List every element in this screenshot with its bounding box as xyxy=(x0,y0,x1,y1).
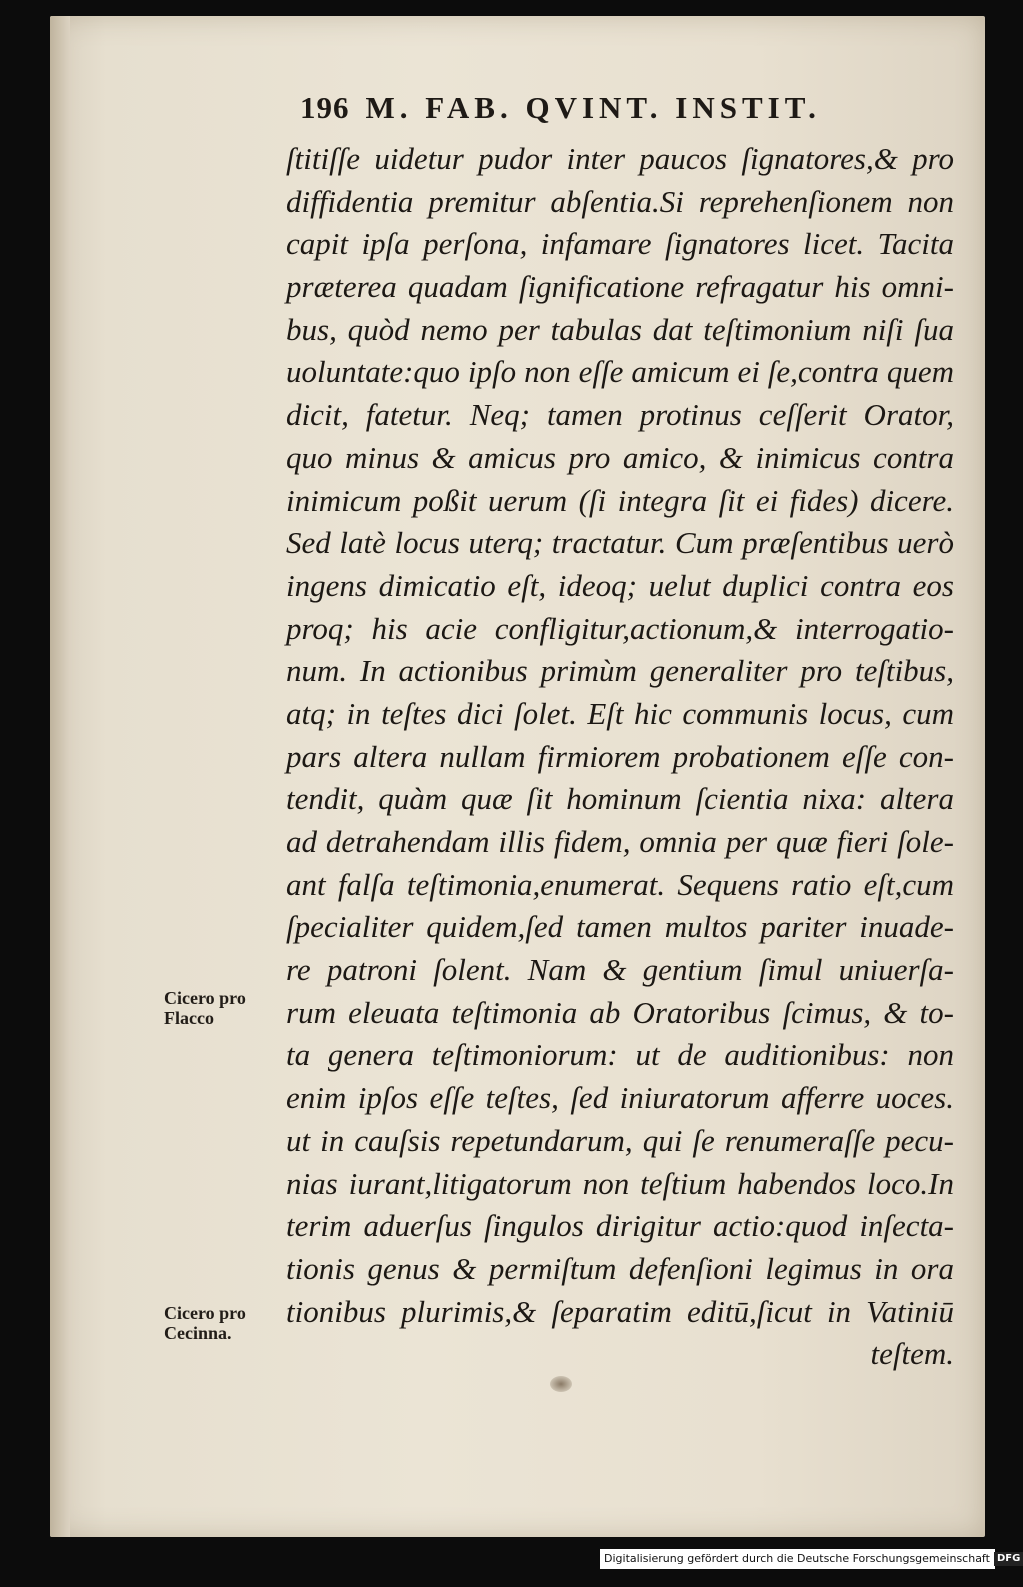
text-line: ſtitiſſe uidetur pudor inter paucos ſignatores,& pro xyxy=(286,141,954,176)
running-title: M. FAB. QVINT. INSTIT. xyxy=(365,90,821,125)
text-line: bus, quòd nemo per tabulas dat teſtimonium niſi ſua xyxy=(286,311,954,347)
text-line: nias iurant,litigatorum non teſtium habendos loco.In xyxy=(286,1165,954,1201)
page-number: 196 xyxy=(300,90,350,125)
text-line: atq; in teſtes dici ſolet. Eſt hic communis locus, cum xyxy=(286,695,954,731)
text-line: tendit, quàm quæ ſit hominum ſcientia nixa: altera xyxy=(286,781,954,817)
text-line: tionis genus & permiſtum defenſioni legimus in ora xyxy=(286,1250,954,1286)
margin-note-flacco xyxy=(164,988,246,1028)
text-line: Sed latè locus uterq; tractatur. Cum præſentibus uerò xyxy=(286,525,954,561)
text-line: terim aduerſus ſingulos dirigitur actio:quod inſecta- xyxy=(286,1208,954,1244)
page-header xyxy=(300,90,821,126)
text-line: præterea quadam ſignificatione refragatur his omni- xyxy=(286,269,954,305)
credit-text: Digitalisierung gefördert durch die Deutsche Forschungsgemeinschaft xyxy=(604,1552,990,1565)
text-line: enim ipſos eſſe teſtes, ſed iniuratorum afferre uoces. xyxy=(286,1080,954,1116)
margin-note-line: Flacco xyxy=(164,1008,214,1028)
ink-stain xyxy=(550,1376,572,1392)
text-line: ta genera teſtimoniorum: ut de auditionibus: non xyxy=(286,1037,954,1073)
dfg-logo: DFG xyxy=(994,1552,1023,1566)
text-line: inimicum poßit uerum (ſi integra ſit ei fides) dicere. xyxy=(286,482,954,518)
text-line: pars altera nullam firmiorem probationem eſſe con- xyxy=(286,738,954,774)
text-line: proq; his acie confligitur,actionum,& interrogatio- xyxy=(286,610,954,646)
text-line: ad detrahendam illis fidem, omnia per quæ fieri ſole- xyxy=(286,824,954,859)
margin-note-line: Cecinna. xyxy=(164,1323,232,1343)
text-line: rum eleuata teſtimonia ab Oratoribus ſcimus, & to- xyxy=(286,994,954,1030)
body-text xyxy=(286,138,954,1376)
text-line: ingens dimicatio eſt, ideoq; uelut duplici contra eos xyxy=(286,567,954,603)
text-line: uoluntate:quo ipſo non eſſe amicum ei ſe,contra quem xyxy=(286,354,954,390)
text-line: ſpecialiter quidem,ſed tamen multos pariter inuade- xyxy=(286,909,954,945)
text-line: ant falſa teſtimonia,enumerat. Sequens ratio eſt,cum xyxy=(286,866,954,902)
text-line: diffidentia premitur abſentia.Si reprehenſionem non xyxy=(286,183,954,219)
text-line: quo minus & amicus pro amico, & inimicus contra xyxy=(286,439,954,475)
text-line: capit ipſa perſona, infamare ſignatores licet. Tacita xyxy=(286,226,954,262)
text-line: ut in cauſsis repetundarum, qui ſe renumeraſſe pecu- xyxy=(286,1122,954,1158)
text-line: re patroni ſolent. Nam & gentium ſimul uniuerſa- xyxy=(286,952,954,988)
text-line: num. In actionibus primùm generaliter pro teſtibus, xyxy=(286,653,954,689)
margin-note-line: Cicero pro xyxy=(164,988,246,1008)
text-line: dicit, fatetur. Neq; tamen protinus ceſſerit Orator, xyxy=(286,397,954,433)
digitization-credit xyxy=(600,1549,1021,1569)
page-edge xyxy=(50,16,70,1537)
text-line-final: teſtem. xyxy=(870,1336,954,1372)
margin-note-line: Cicero pro xyxy=(164,1303,246,1323)
text-line: tionibus plurimis,& ſeparatim editū,ſicut in Vatiniū xyxy=(286,1293,954,1329)
margin-note-cecinna xyxy=(164,1303,246,1343)
